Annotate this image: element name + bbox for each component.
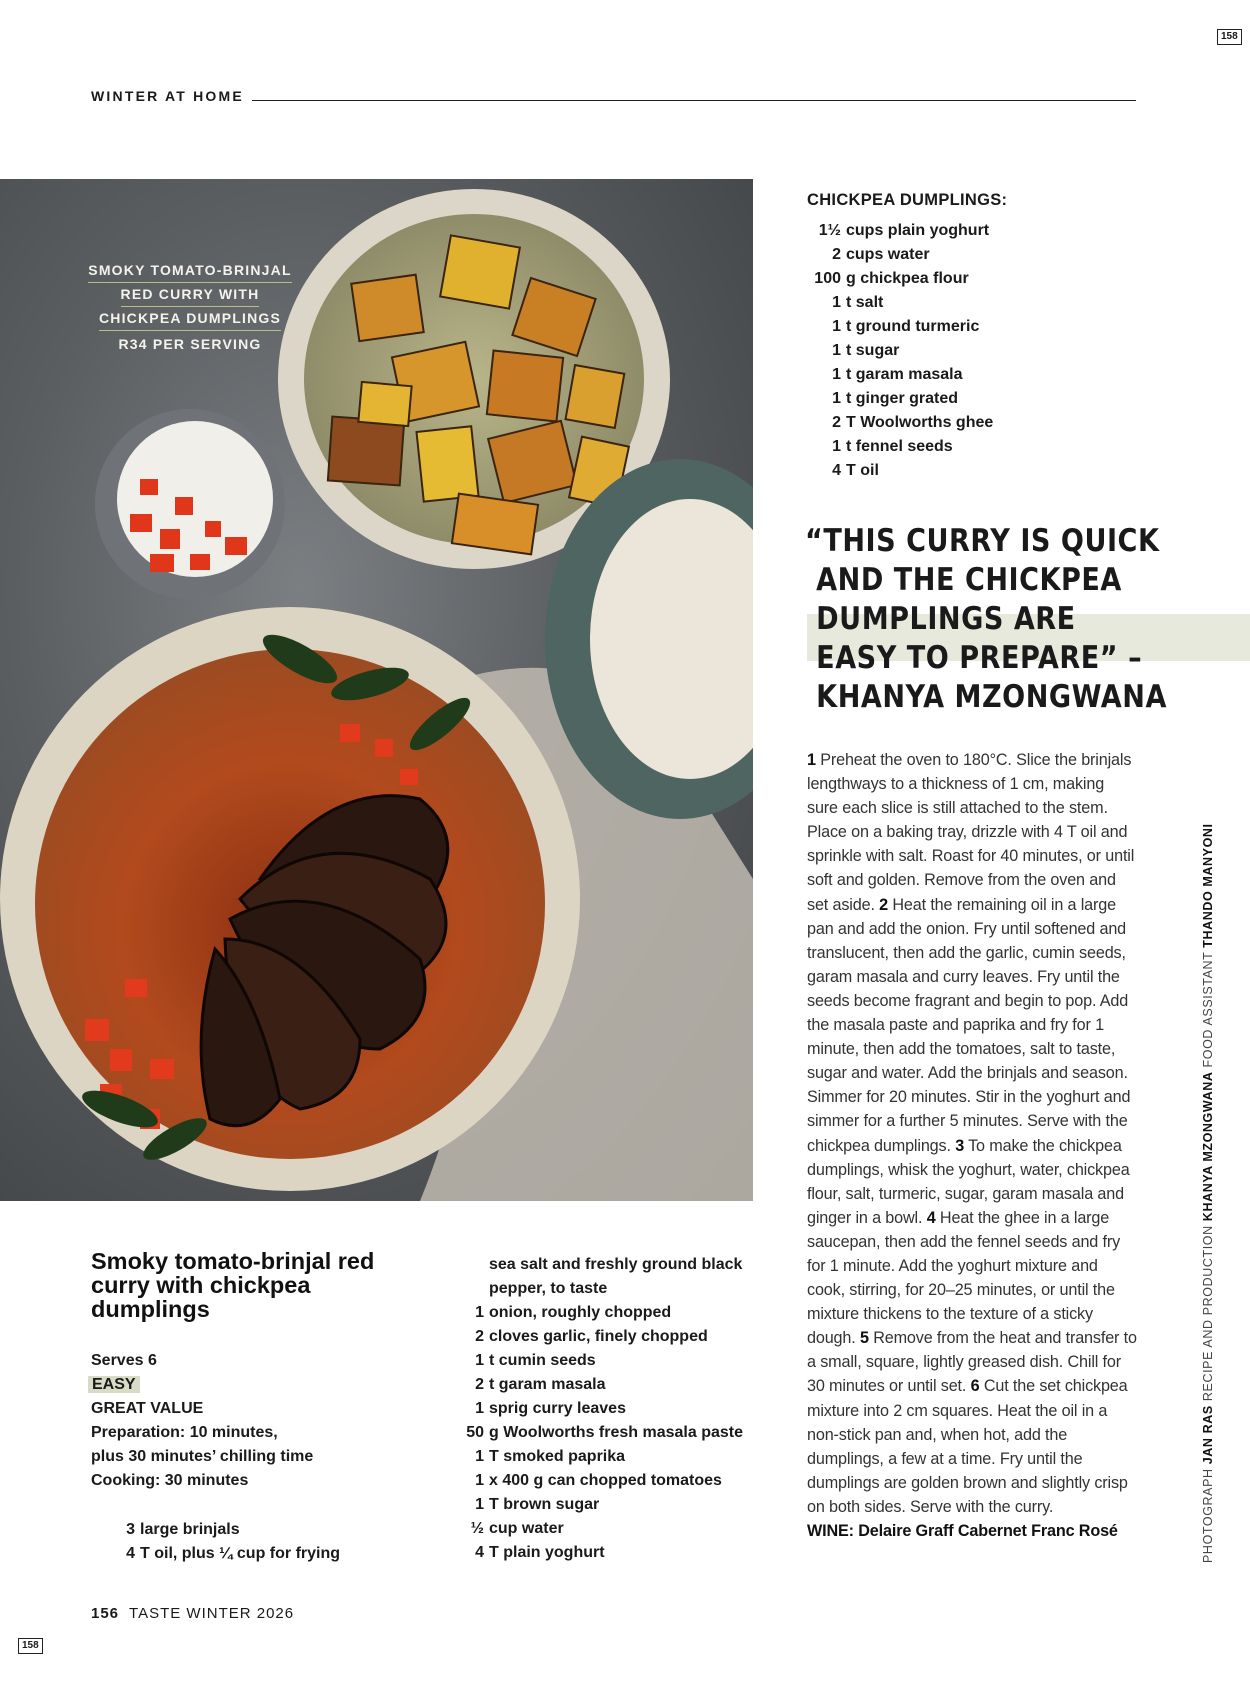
ingredient-item bbox=[804, 459, 993, 483]
ingredient-text: T plain yoghurt bbox=[489, 1544, 605, 1561]
page-footer bbox=[91, 1605, 294, 1622]
step-number: 5 bbox=[859, 1329, 869, 1348]
ingredient-text: t sugar bbox=[846, 342, 900, 359]
ingredient-qty: 3 bbox=[126, 1521, 135, 1538]
difficulty-badge: EASY bbox=[88, 1376, 140, 1393]
dumplings-ingredient-list bbox=[804, 219, 993, 483]
ingredient-qty: 1 bbox=[832, 390, 841, 407]
credit-name: THANDO MANYONI bbox=[1201, 823, 1215, 948]
ingredient-item bbox=[110, 1518, 340, 1542]
step-text: Remove from the heat and transfer to a small, square, lightly greased dish. Chill for 30 minutes or until set. bbox=[807, 1329, 1137, 1396]
ingredient-text: large brinjals bbox=[140, 1521, 240, 1538]
ingredient-item bbox=[458, 1469, 743, 1493]
step-text: To make the chickpea dumplings, whisk the yoghurt, water, chickpea flour, salt, turmeric, sugar, garam masala and ginger in a bowl. bbox=[807, 1136, 1130, 1227]
ingredient-item bbox=[458, 1277, 743, 1301]
ingredient-item bbox=[804, 267, 993, 291]
ingredient-qty: 1 bbox=[475, 1304, 484, 1321]
ingredient-text: T oil bbox=[846, 462, 879, 479]
ingredient-item bbox=[458, 1517, 743, 1541]
ingredient-text: T oil, plus ¼ cup for frying bbox=[140, 1545, 341, 1562]
ingredient-text: pepper, to taste bbox=[489, 1280, 608, 1297]
pull-quote-line-4: EASY TO PREPARE” – bbox=[816, 640, 1143, 676]
photo-caption bbox=[70, 259, 310, 355]
curry-ingredient-list-a bbox=[110, 1518, 340, 1566]
wine-pairing: WINE: Delaire Graff Cabernet Franc Rosé bbox=[807, 1522, 1118, 1540]
ingredient-text: T brown sugar bbox=[489, 1496, 600, 1513]
ingredient-item bbox=[804, 411, 993, 435]
photo-credits bbox=[1201, 823, 1215, 1563]
ingredient-text: t garam masala bbox=[846, 366, 963, 383]
ingredient-text: t ground turmeric bbox=[846, 318, 980, 335]
ingredient-text: g chickpea flour bbox=[846, 270, 969, 287]
ingredient-text: T smoked paprika bbox=[489, 1448, 626, 1465]
ingredient-qty: 1 bbox=[832, 366, 841, 383]
ingredient-qty: 2 bbox=[475, 1376, 484, 1393]
step-number: 3 bbox=[955, 1136, 965, 1155]
ingredient-qty: 1 bbox=[832, 318, 841, 335]
ingredient-item bbox=[458, 1301, 743, 1325]
ingredient-text: T Woolworths ghee bbox=[846, 414, 994, 431]
pull-quote-line-3: DUMPLINGS ARE bbox=[816, 601, 1076, 637]
recipe-photo bbox=[0, 179, 753, 1201]
ingredient-text: sea salt and freshly ground black bbox=[489, 1256, 743, 1273]
ingredient-text: t cumin seeds bbox=[489, 1352, 596, 1369]
prep-time: Preparation: 10 minutes, bbox=[91, 1424, 278, 1441]
pull-quote bbox=[805, 522, 1175, 717]
ingredient-item bbox=[804, 363, 993, 387]
ingredient-qty: 2 bbox=[832, 246, 841, 263]
method-text bbox=[807, 748, 1137, 1543]
ingredient-text: cups plain yoghurt bbox=[846, 222, 990, 239]
ingredient-item bbox=[458, 1421, 743, 1445]
ingredient-qty: 1 bbox=[475, 1472, 484, 1489]
chill-time: plus 30 minutes’ chilling time bbox=[91, 1448, 314, 1465]
pull-quote-line-1: “THIS CURRY IS QUICK bbox=[805, 523, 1160, 559]
ingredient-text: t fennel seeds bbox=[846, 438, 953, 455]
step-number: 6 bbox=[970, 1377, 980, 1396]
ingredient-text: cup water bbox=[489, 1520, 564, 1537]
serves: Serves 6 bbox=[91, 1352, 157, 1369]
ingredient-qty: 4 bbox=[126, 1545, 135, 1562]
step-text: Heat the remaining oil in a large pan and add the onion. Fry until softened and translucent, then add the garlic, cumin seeds, garam masala and curry leaves. Fry until the seeds become fragrant and begin to pop. Add the masala paste and paprika and fry for 1 minute, then add the tomatoes, salt to taste, sugar and water. Add the brinjals and season. Simmer for 20 minutes. Stir in the yoghurt and simmer for a further 5 minutes. Serve with the chickpea dumplings. bbox=[807, 895, 1131, 1155]
ingredient-qty: 1 bbox=[475, 1448, 484, 1465]
ingredient-text: t garam masala bbox=[489, 1376, 606, 1393]
photo-caption-line-3: CHICKPEA DUMPLINGS bbox=[99, 307, 281, 331]
cooking-time: Cooking: 30 minutes bbox=[91, 1472, 249, 1489]
ingredient-item bbox=[110, 1542, 340, 1566]
magazine-issue: TASTE WINTER 2026 bbox=[129, 1605, 295, 1622]
ingredient-item bbox=[458, 1541, 743, 1565]
ingredient-qty: 1 bbox=[475, 1496, 484, 1513]
photo-caption-price: R34 PER SERVING bbox=[118, 336, 262, 352]
ingredient-text: cloves garlic, finely chopped bbox=[489, 1328, 708, 1345]
ingredient-item bbox=[804, 243, 993, 267]
pull-quote-line-5: KHANYA MZONGWANA bbox=[816, 679, 1167, 715]
pull-quote-line-2: AND THE CHICKPEA bbox=[816, 562, 1122, 598]
ingredient-text: t salt bbox=[846, 294, 884, 311]
ingredient-item bbox=[804, 387, 993, 411]
page-number: 156 bbox=[91, 1605, 120, 1622]
ingredient-qty bbox=[458, 1253, 489, 1277]
recipe-title: Smoky tomato-brinjal red curry with chickpea dumplings bbox=[91, 1248, 375, 1322]
ingredient-qty: 1 bbox=[475, 1352, 484, 1369]
ingredient-item bbox=[458, 1325, 743, 1349]
ingredient-qty: 1 bbox=[475, 1400, 484, 1417]
ingredient-qty: 100 bbox=[814, 270, 841, 287]
ingredient-text: g Woolworths fresh masala paste bbox=[489, 1424, 743, 1441]
ingredient-text: onion, roughly chopped bbox=[489, 1304, 672, 1321]
ingredient-item bbox=[458, 1253, 743, 1277]
ingredient-qty: 2 bbox=[832, 414, 841, 431]
ingredient-qty: 2 bbox=[475, 1328, 484, 1345]
ingredient-item bbox=[458, 1397, 743, 1421]
page-marker-top: 158 bbox=[1217, 29, 1242, 45]
step-number: 2 bbox=[879, 895, 889, 914]
photo-caption-line-1: SMOKY TOMATO-BRINJAL bbox=[88, 259, 291, 283]
ingredient-qty: 4 bbox=[475, 1544, 484, 1561]
step-number: 1 bbox=[807, 751, 816, 769]
ingredient-text: t ginger grated bbox=[846, 390, 959, 407]
ingredient-text: sprig curry leaves bbox=[489, 1400, 626, 1417]
ingredient-item bbox=[804, 435, 993, 459]
ingredient-item bbox=[458, 1445, 743, 1469]
ingredient-qty: 1 bbox=[832, 294, 841, 311]
ingredient-item bbox=[458, 1373, 743, 1397]
credit-name: KHANYA MZONGWANA bbox=[1201, 1071, 1215, 1222]
step-text: Cut the set chickpea mixture into 2 cm squares. Heat the oil in a non-stick pan and, when hot, add the dumplings, a few at a time. Fry until the dumplings are golden brown and slightly crisp on both sides. Serve with the curry. bbox=[807, 1377, 1128, 1516]
ingredient-item bbox=[458, 1349, 743, 1373]
step-text: Heat the ghee in a large saucepan, then add the fennel seeds and fry for 1 minute. Add the yoghurt mixture and cook, stirring, for 20–25 minutes, or until the mixture thickens to the texture of a sticky dough. bbox=[807, 1208, 1121, 1348]
step-text: Preheat the oven to 180°C. Slice the brinjals lengthways to a thickness of 1 cm, making sure each slice is still attached to the stem. Place on a baking tray, drizzle with 4 T oil and sprinkle with salt. Roast for 40 minutes, or until soft and golden. Remove from the oven and set aside. bbox=[807, 751, 1135, 914]
ingredient-item bbox=[804, 339, 993, 363]
running-head: WINTER AT HOME bbox=[91, 88, 244, 104]
ingredient-item bbox=[804, 315, 993, 339]
ingredient-text: x 400 g can chopped tomatoes bbox=[489, 1472, 722, 1489]
ingredient-item bbox=[804, 219, 993, 243]
ingredient-item bbox=[458, 1493, 743, 1517]
curry-ingredient-list-b bbox=[458, 1253, 743, 1565]
step-number: 4 bbox=[926, 1208, 936, 1227]
ingredient-text: cups water bbox=[846, 246, 930, 263]
running-head-rule bbox=[252, 100, 1136, 101]
ingredient-qty: 4 bbox=[832, 462, 841, 479]
recipe-meta bbox=[91, 1349, 313, 1493]
credit-label: FOOD ASSISTANT bbox=[1201, 951, 1215, 1068]
ingredient-qty: ½ bbox=[470, 1520, 484, 1537]
ingredient-qty bbox=[458, 1277, 489, 1301]
ingredient-qty: 1 bbox=[832, 438, 841, 455]
credit-label: PHOTOGRAPH bbox=[1201, 1468, 1215, 1563]
value-label: GREAT VALUE bbox=[91, 1400, 204, 1417]
ingredient-item bbox=[804, 291, 993, 315]
page-marker-bottom: 158 bbox=[18, 1638, 43, 1654]
credit-name: JAN RAS bbox=[1201, 1405, 1215, 1465]
ingredient-qty: 1½ bbox=[818, 222, 841, 239]
photo-caption-line-2: RED CURRY WITH bbox=[121, 283, 260, 307]
ingredient-qty: 1 bbox=[832, 342, 841, 359]
credit-label: RECIPE AND PRODUCTION bbox=[1201, 1225, 1215, 1402]
dumplings-heading: CHICKPEA DUMPLINGS: bbox=[807, 191, 1008, 209]
ingredient-qty: 50 bbox=[466, 1424, 484, 1441]
